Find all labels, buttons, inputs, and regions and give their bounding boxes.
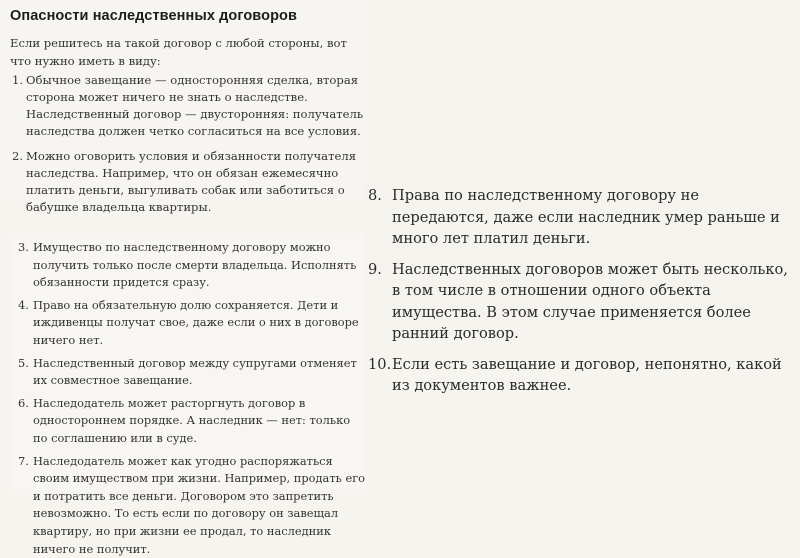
list-item-9 <box>368 259 800 345</box>
item-number: 9. <box>368 260 382 278</box>
item-number: 5. <box>18 355 29 370</box>
list-item-4 <box>16 297 366 350</box>
list-item-10 <box>368 354 800 397</box>
item-number: 1. <box>12 73 24 87</box>
item-text: Можно оговорить условия и обязанности получателя наследства. Например, что он обязан ежемесячно платить деньги, выгуливать собак или заботиться о бабушке владельца квартиры. <box>26 149 357 214</box>
item-text: Наследодатель может как угодно распоряжаться своим имуществом при жизни. Например, продать его и потратить все деньги. Договором это запретить невозможно. То есть если по договору он завещал квартиру, но при жизни ее продал, то наследник ничего не получит. <box>33 453 366 556</box>
intro-text: Если решитесь на такой договор с любой стороны, вот что нужно иметь в виду: <box>10 36 347 68</box>
item-text: Право на обязательную долю сохраняется. Дети и иждивенцы получат свое, даже если о них в договоре ничего нет. <box>33 297 359 347</box>
page-title: Опасности наследственных договоров <box>10 8 297 24</box>
list-top <box>10 72 366 216</box>
list-item-7 <box>16 453 366 558</box>
bottom-left-section <box>10 234 366 556</box>
item-number: 10. <box>368 355 392 373</box>
item-text: Наследодатель может расторгнуть договор в одностороннем порядке. А наследник — нет: только по соглашению или в суде. <box>33 395 351 445</box>
list-item-5 <box>16 355 366 390</box>
item-number: 4. <box>18 297 29 312</box>
list-item-3 <box>16 239 366 292</box>
list-item-6 <box>16 395 366 448</box>
right-section <box>364 181 800 394</box>
list-item-8 <box>368 185 800 250</box>
item-number: 2. <box>12 149 24 163</box>
item-text: Права по наследственному договору не передаются, даже если наследник умер раньше и много лет платил деньги. <box>392 187 780 247</box>
item-text: Обычное завещание — односторонняя сделка, вторая сторона может ничего не знать о наследстве. Наследственный договор — двусторонняя: получатель наследства должен четко согласиться на все условия. <box>26 73 364 138</box>
top-left-section <box>0 0 366 214</box>
item-number: 7. <box>18 453 29 468</box>
item-text: Наследственных договоров может быть несколько, в том числе в отношении одного объекта имущества. В этом случае применяется более ранний договор. <box>392 260 788 342</box>
list-item-1 <box>10 72 366 140</box>
item-number: 6. <box>18 395 29 410</box>
item-number: 3. <box>18 240 29 254</box>
item-text: Имущество по наследственному договору можно получить только после смерти владельца. Исполнять обязанности придется сразу. <box>33 240 357 290</box>
item-text: Если есть завещание и договор, непонятно, какой из документов важнее. <box>392 355 782 394</box>
list-item-2 <box>10 148 366 216</box>
item-number: 8. <box>368 187 382 204</box>
item-text: Наследственный договор между супругами отменяет их совместное завещание. <box>33 355 357 388</box>
